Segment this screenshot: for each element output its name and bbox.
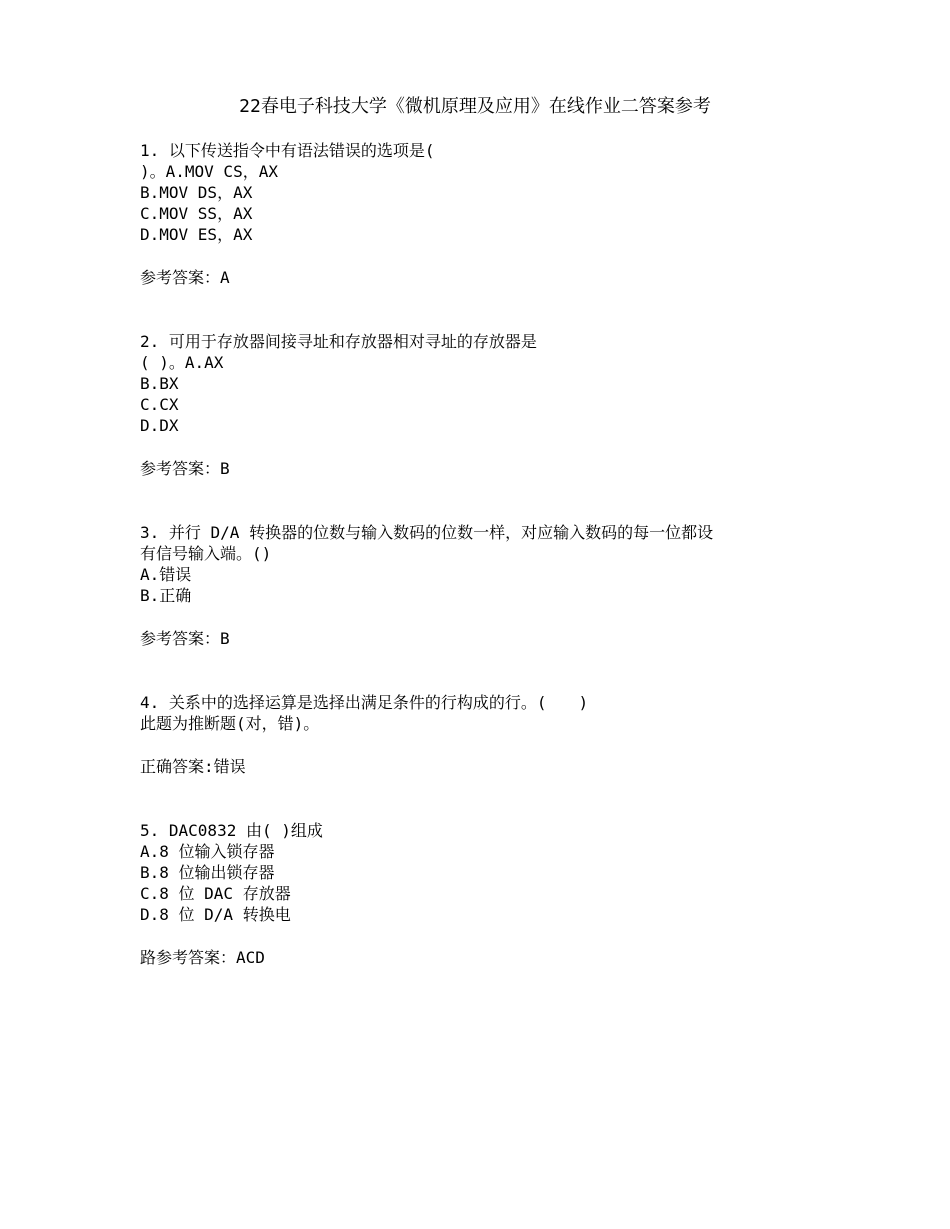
question-list <box>140 140 820 968</box>
question-2-answer: 参考答案：B <box>140 459 230 478</box>
question-3 <box>140 522 820 649</box>
question-spacer <box>140 479 820 522</box>
question-1-line-4: C.MOV SS，AX <box>140 204 253 223</box>
question-spacer <box>140 649 820 692</box>
question-1-line-1: 1. 以下传送指令中有语法错误的选项是( <box>140 141 435 160</box>
question-3-line-2: 有信号输入端。() <box>140 544 272 563</box>
question-2-line-1: 2. 可用于存放器间接寻址和存放器相对寻址的存放器是 <box>140 332 537 351</box>
question-5 <box>140 820 820 968</box>
question-2-line-3: B.BX <box>140 374 179 393</box>
question-5-answer: 路参考答案：ACD <box>140 948 265 967</box>
question-1-line-2: )。A.MOV CS，AX <box>140 162 278 181</box>
question-1-answer: 参考答案：A <box>140 268 230 287</box>
question-5-line-5: D.8 位 D/A 转换电 <box>140 905 291 924</box>
question-spacer <box>140 777 820 820</box>
question-3-answer: 参考答案：B <box>140 629 230 648</box>
question-4-answer: 正确答案:错误 <box>140 757 246 776</box>
question-2-line-4: C.CX <box>140 395 179 414</box>
question-5-line-4: C.8 位 DAC 存放器 <box>140 884 291 903</box>
question-1-line-3: B.MOV DS，AX <box>140 183 253 202</box>
page-title: 22春电子科技大学《微机原理及应用》在线作业二答案参考 <box>239 96 711 117</box>
question-2-line-2: ( )。A.AX <box>140 353 224 372</box>
question-3-line-4: B.正确 <box>140 586 192 605</box>
question-5-line-2: A.8 位输入锁存器 <box>140 842 275 861</box>
question-3-line-1: 3. 并行 D/A 转换器的位数与输入数码的位数一样，对应输入数码的每一位都设 <box>140 523 714 542</box>
question-5-line-1: 5. DAC0832 由( )组成 <box>140 821 323 840</box>
question-3-line-3: A.错误 <box>140 565 192 584</box>
question-4 <box>140 692 820 777</box>
question-5-line-3: B.8 位输出锁存器 <box>140 863 275 882</box>
question-spacer <box>140 288 820 331</box>
question-2 <box>140 331 820 479</box>
question-1 <box>140 140 820 288</box>
question-4-line-1: 4. 关系中的选择运算是选择出满足条件的行构成的行。( ) <box>140 693 589 712</box>
question-2-line-5: D.DX <box>140 416 179 435</box>
question-4-line-2: 此题为推断题(对，错)。 <box>140 714 320 733</box>
question-1-line-5: D.MOV ES，AX <box>140 225 253 244</box>
